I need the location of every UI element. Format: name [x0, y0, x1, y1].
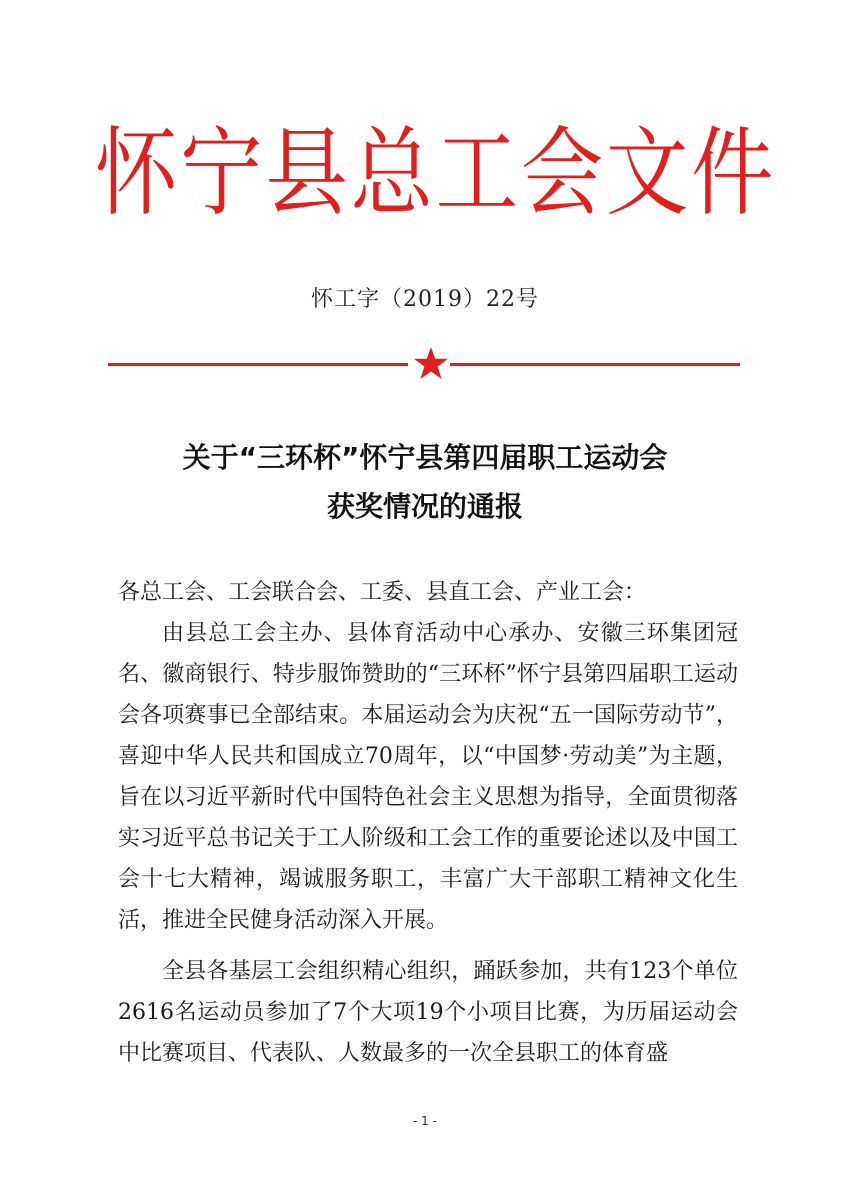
header-char: 会: [520, 117, 606, 229]
header-char: 宁: [180, 117, 266, 229]
body-paragraph-1: 由县总工会主办、县体育活动中心承办、安徽三环集团冠名、徽商银行、特步服饰赞助的“三环杯”怀宁县第四届职工运动会各项赛事已全部结束。本届运动会为庆祝“五一国际劳动节”，喜迎中华人民共和国成立70周年，以“中国梦·劳动美”为主题，旨在以习近平新时代中国特色社会主义思想为指导，全面贯彻落实习近平总书记关于工人阶级和工会工作的重要论述以及中国工会十七大精神，竭诚服务职工，丰富广大干部职工精神文化生活，推进全民健身活动深入开展。: [118, 621, 738, 933]
header-char: 件: [690, 117, 777, 229]
document-title-line1: 关于“三环杯”怀宁县第四届职工运动会: [182, 441, 668, 474]
header-char: 文: [605, 117, 691, 229]
org-document-header: [95, 113, 777, 233]
header-char: 怀: [95, 117, 181, 229]
red-divider-right: [450, 363, 740, 366]
red-divider-left: [108, 363, 408, 366]
salutation: 各总工会、工会联合会、工委、县直工会、产业工会：: [118, 580, 647, 605]
header-char: 总: [350, 117, 436, 229]
header-char: 县: [265, 117, 351, 229]
red-star-icon: [413, 346, 449, 382]
body-paragraph-2: 全县各基层工会组织精心组织，踊跃参加，共有123个单位2616名运动员参加了7个大项19个小项目比赛，为历届运动会中比赛项目、代表队、人数最多的一次全县职工的体育盛: [118, 959, 738, 1066]
document-title-line2: 获奖情况的通报: [326, 490, 523, 523]
page-number: - 1 -: [413, 1114, 437, 1128]
document-body: [118, 572, 738, 1074]
document-number: 怀工字（2019）22号: [311, 287, 539, 312]
header-char: 工: [435, 117, 521, 229]
